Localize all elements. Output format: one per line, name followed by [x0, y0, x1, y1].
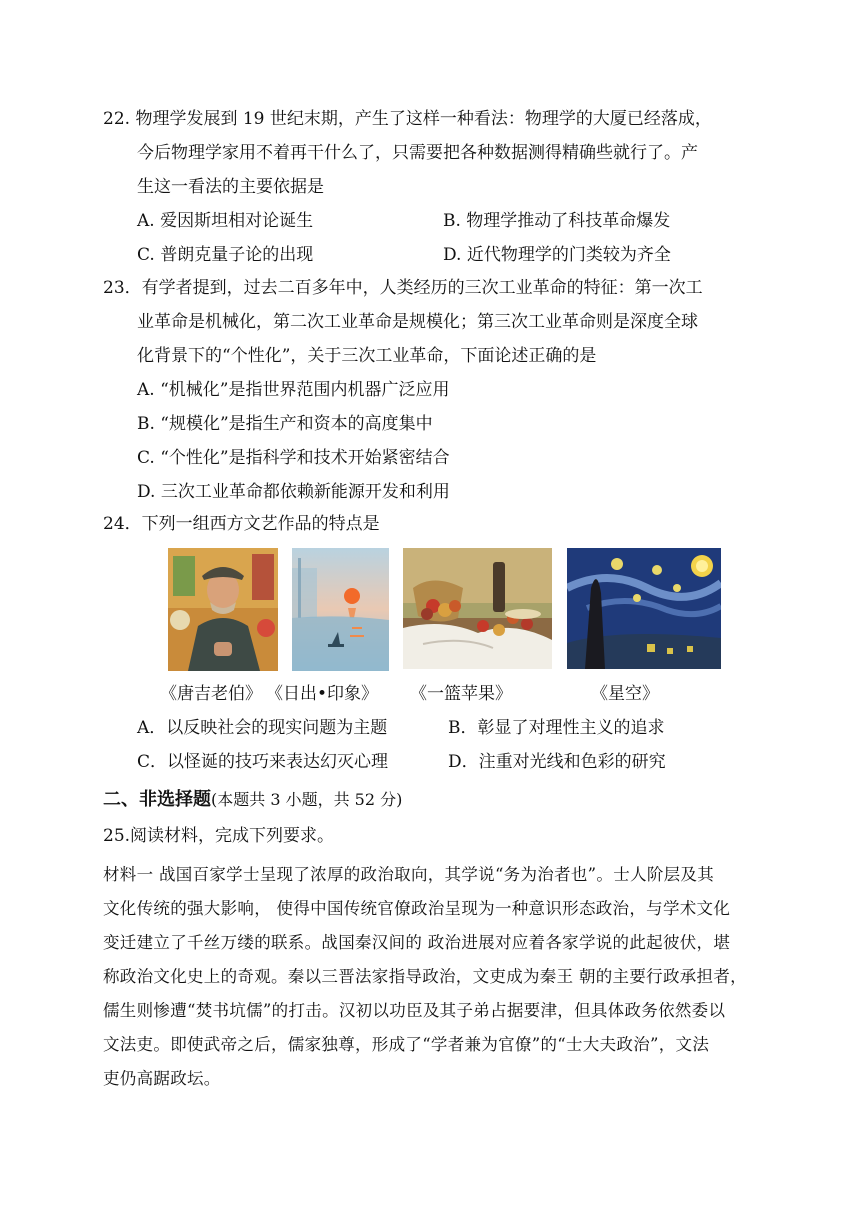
question-23-option-a: A. “机械化”是指世界范围内机器广泛应用: [137, 380, 450, 400]
section-heading: [103, 788, 402, 812]
material-line: 儒生则惨遭“焚书坑儒”的打击。汉初以功臣及其子弟占据要津，但具体政务依然委以: [103, 1001, 726, 1020]
question-23-option-d: D. 三次工业革命都依赖新能源开发和利用: [137, 482, 450, 502]
material-line: 称政治文化史上的奇观。秦以三晋法家指导政治，文吏成为秦王 朝的主要行政承担者，: [103, 967, 747, 986]
painting-caption: 《日出•印象》: [266, 684, 379, 704]
question-24-option-b: B．彰显了对理性主义的追求: [448, 718, 665, 738]
question-22-stem-line: 22. 物理学发展到 19 世纪末期，产生了这样一种看法：物理学的大厦已经落成，: [103, 109, 712, 129]
section-subtitle: (本题共 3 小题，共 52 分): [211, 790, 403, 809]
question-22-stem-line: 生这一看法的主要依据是: [137, 177, 324, 197]
question-25-stem: 25.阅读材料，完成下列要求。: [103, 826, 335, 846]
material-line: 材料一 战国百家学士呈现了浓厚的政治取向，其学说“务为治者也”。士人阶层及其: [103, 865, 715, 884]
question-24-stem: 24．下列一组西方文艺作品的特点是: [103, 514, 380, 534]
question-23-stem-line: 业革命是机械化，第二次工业革命是规模化；第三次工业革命则是深度全球: [137, 312, 698, 332]
painting-basket-of-apples-image: [403, 548, 552, 669]
question-23-option-b: B. “规模化”是指生产和资本的高度集中: [137, 414, 433, 434]
painting-caption: 《唐吉老伯》: [160, 684, 262, 704]
question-23-option-c: C. “个性化”是指科学和技术开始紧密结合: [137, 448, 450, 468]
section-title: 二、非选择题: [103, 789, 211, 810]
material-line: 文化传统的强大影响， 使得中国传统官僚政治呈现为一种意识形态政治，与学术文化: [103, 899, 731, 918]
question-24-option-d: D．注重对光线和色彩的研究: [448, 752, 666, 772]
material-line: 文法吏。即使武帝之后，儒家独尊，形成了“学者兼为官僚”的“士大夫政治”，文法: [103, 1035, 710, 1054]
painting-caption: 《一篮苹果》: [410, 684, 512, 704]
painting-caption: 《星空》: [591, 684, 659, 704]
question-22-stem-line: 今后物理学家用不着再干什么了，只需要把各种数据测得精确些就行了。产: [137, 143, 698, 163]
painting-pere-tanguy-image: [168, 548, 278, 671]
question-24-option-a: A．以反映社会的现实问题为主题: [137, 718, 388, 738]
question-24-option-c: C．以怪诞的技巧来表达幻灭心理: [137, 752, 389, 772]
question-22-option-b: B. 物理学推动了科技革命爆发: [443, 211, 671, 231]
question-23-stem-line: 化背景下的“个性化”，关于三次工业革命，下面论述正确的是: [137, 346, 597, 366]
material-line: 吏仍高踞政坛。: [103, 1069, 221, 1088]
material-line: 变迁建立了千丝万缕的联系。战国秦汉间的 政治进展对应着各家学说的此起彼伏，堪: [103, 933, 731, 952]
question-22-option-d: D. 近代物理学的门类较为齐全: [443, 245, 671, 265]
question-23-stem-line: 23．有学者提到，过去二百多年中，人类经历的三次工业革命的特征：第一次工: [103, 278, 703, 298]
painting-impression-sunrise-image: [292, 548, 389, 671]
question-22-option-a: A. 爱因斯坦相对论诞生: [137, 211, 314, 231]
question-22-option-c: C. 普朗克量子论的出现: [137, 245, 314, 265]
painting-starry-night-image: [567, 548, 721, 669]
